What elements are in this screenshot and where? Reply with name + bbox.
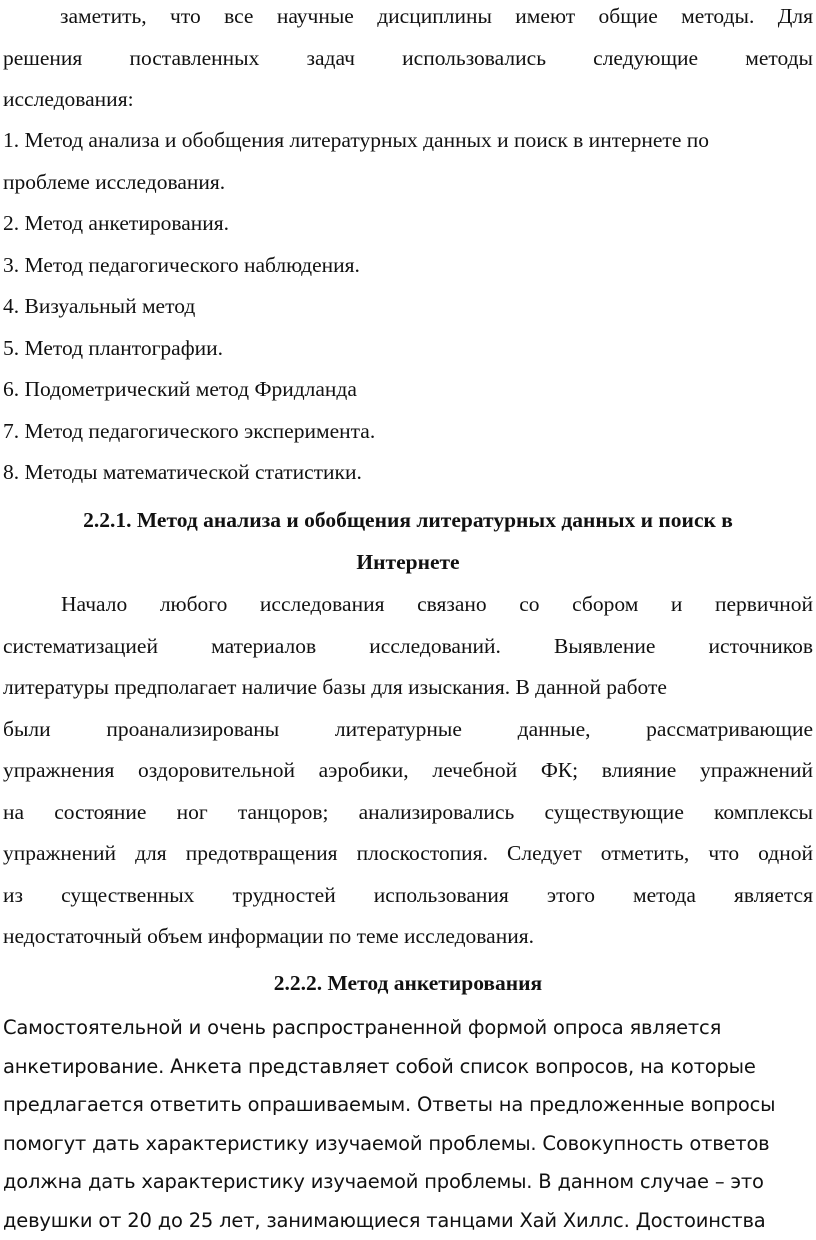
list-item: 2. Метод анкетирования.	[3, 203, 813, 245]
methods-list	[3, 120, 813, 494]
section-heading-2-2-1	[3, 500, 813, 583]
paragraph-line: Самостоятельной и очень распространенной формой опроса является	[3, 1009, 813, 1048]
paragraph-line: литературы предполагает наличие базы для изыскания. В данной работе	[3, 667, 813, 709]
section-heading-line-2: Интернете	[3, 542, 813, 584]
list-item: 1. Метод анализа и обобщения литературных данных и поиск в интернете по	[3, 120, 813, 162]
list-item: проблеме исследования.	[3, 162, 813, 204]
paragraph-line: анкетирование. Анкета представляет собой список вопросов, на которые	[3, 1048, 813, 1087]
section-2-2-1-body	[3, 584, 813, 958]
list-item: 8. Методы математической статистики.	[3, 452, 813, 494]
section-heading-2-2-2	[3, 963, 813, 1005]
section-heading-line-1: 2.2.1. Метод анализа и обобщения литературных данных и поиск в	[3, 500, 813, 542]
paragraph-line: предлагается ответить опрашиваемым. Ответы на предложенные вопросы	[3, 1086, 813, 1125]
list-item: 3. Метод педагогического наблюдения.	[3, 245, 813, 287]
intro-line-2: решения поставленных задач использовались следующие методы	[3, 38, 813, 80]
paragraph-line: Начало любого исследования связано со сбором и первичной	[3, 584, 813, 626]
paragraph-line: помогут дать характеристику изучаемой проблемы. Совокупность ответов	[3, 1125, 813, 1164]
list-item: 6. Подометрический метод Фридланда	[3, 369, 813, 411]
paragraph-line: из существенных трудностей использования этого метода является	[3, 875, 813, 917]
paragraph-line: упражнения оздоровительной аэробики, лечебной ФК; влияние упражнений	[3, 750, 813, 792]
paragraph-line: девушки от 20 до 25 лет, занимающиеся танцами Хай Хиллс. Достоинства	[3, 1202, 813, 1240]
list-item: 4. Визуальный метод	[3, 286, 813, 328]
intro-paragraph	[3, 0, 813, 121]
section-2-2-2-body	[3, 1009, 813, 1240]
section-heading-line: 2.2.2. Метод анкетирования	[3, 963, 813, 1005]
list-item: 5. Метод плантографии.	[3, 328, 813, 370]
intro-line-3: исследования:	[3, 79, 813, 121]
intro-line-1: заметить, что все научные дисциплины имеют общие методы. Для	[3, 0, 813, 38]
list-item: 7. Метод педагогического эксперимента.	[3, 411, 813, 453]
paragraph-line: упражнений для предотвращения плоскостопия. Следует отметить, что одной	[3, 833, 813, 875]
paragraph-line: были проанализированы литературные данные, рассматривающие	[3, 709, 813, 751]
paragraph-line: должна дать характеристику изучаемой проблемы. В данном случае – это	[3, 1163, 813, 1202]
paragraph-line: недостаточный объем информации по теме исследования.	[3, 916, 813, 958]
paragraph-line: на состояние ног танцоров; анализировались существующие комплексы	[3, 792, 813, 834]
paragraph-line: систематизацией материалов исследований. Выявление источников	[3, 626, 813, 668]
